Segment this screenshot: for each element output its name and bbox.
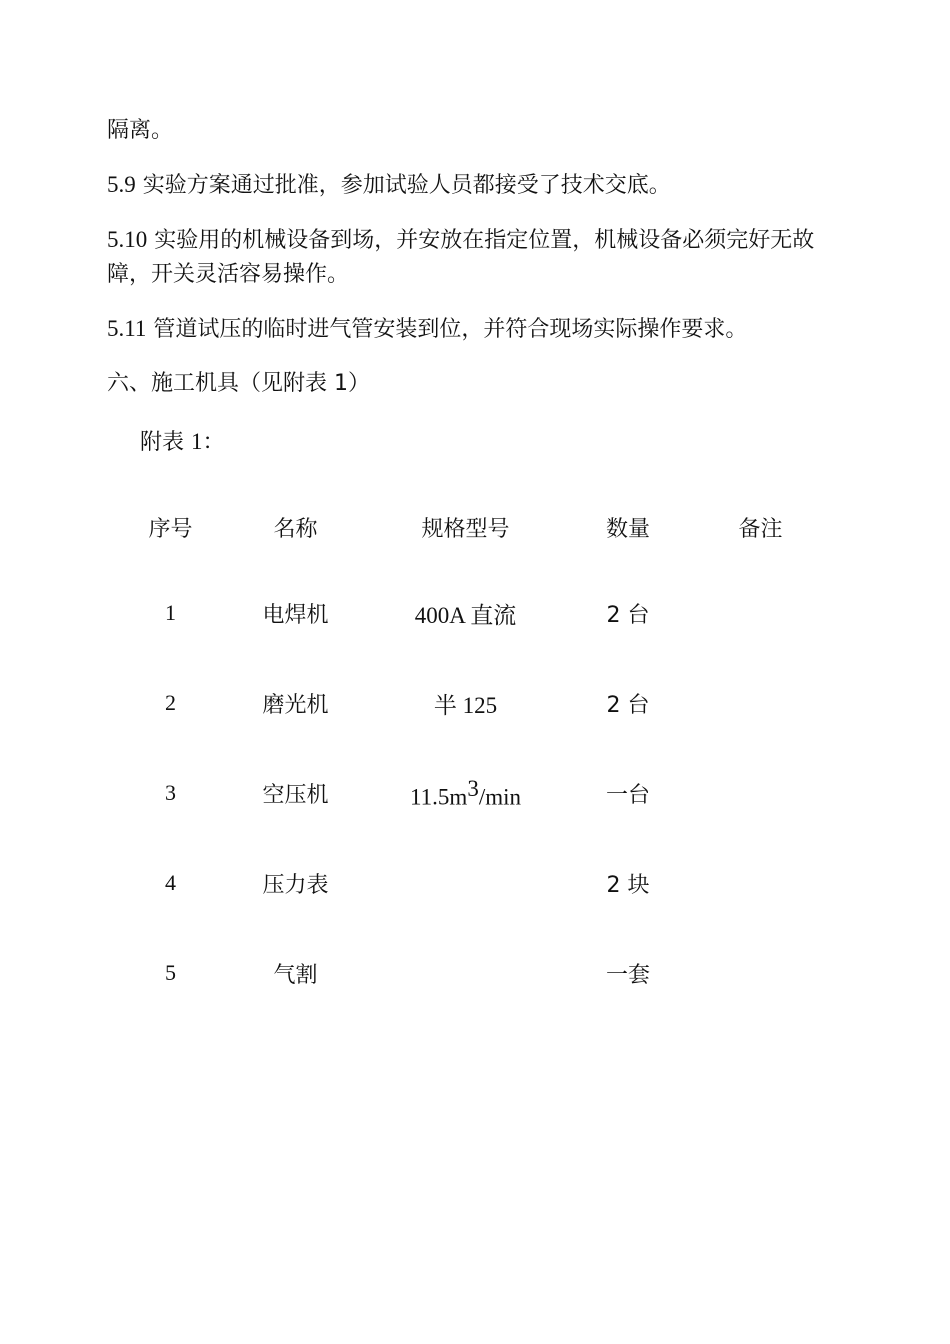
cell-spec	[358, 568, 573, 658]
cell-note	[683, 658, 838, 748]
spec-text: 400A 直流	[414, 602, 517, 628]
cell-qty: 一套	[605, 962, 650, 988]
cell-name: 气割	[273, 962, 318, 988]
cell-spec	[358, 658, 573, 748]
header-qty: 数量	[605, 516, 650, 542]
cell-spec	[358, 748, 573, 838]
section-heading: 六、施工机具（见附表 1）	[107, 371, 370, 396]
paragraph-5-9	[107, 168, 837, 203]
table-caption	[140, 427, 225, 458]
spec-text: 11.5m	[410, 784, 468, 810]
cell-qty: 2 台	[606, 602, 650, 628]
header-no: 序号	[148, 516, 193, 542]
table-row	[108, 748, 838, 838]
paragraph-number: 5.10	[107, 227, 148, 252]
spec-unit: /min	[478, 784, 521, 810]
paragraph-continuation	[107, 114, 837, 148]
paragraph-text: 实验方案通过批准，参加试验人员都接受了技术交底。	[135, 173, 671, 198]
table-header-row	[108, 486, 838, 568]
cell-name: 电焊机	[262, 602, 329, 628]
cell-qty: 一台	[605, 782, 650, 808]
table-row	[108, 838, 838, 928]
caption-prefix: 附表	[140, 430, 191, 455]
cell-qty: 2 块	[606, 872, 650, 898]
cell-name: 空压机	[262, 782, 329, 808]
cell-note	[683, 928, 838, 1018]
caption-suffix: ：	[202, 430, 225, 455]
cell-no: 4	[165, 870, 176, 895]
header-name: 名称	[273, 516, 318, 542]
cell-qty: 2 台	[606, 692, 650, 718]
cell-spec	[358, 838, 573, 928]
spec-text: 半 125	[433, 692, 498, 718]
cell-no: 5	[165, 960, 176, 985]
paragraph-text: 管道试压的临时进气管安装到位，并符合现场实际操作要求。	[146, 317, 748, 342]
equipment-table	[108, 486, 838, 1018]
cell-note	[683, 568, 838, 658]
cell-name: 磨光机	[262, 692, 329, 718]
paragraph-5-11	[107, 312, 837, 347]
paragraph-number: 5.9	[107, 172, 136, 197]
cell-no: 3	[165, 780, 176, 805]
caption-number: 1	[191, 429, 203, 454]
cell-no: 2	[165, 690, 176, 715]
cell-spec	[358, 928, 573, 1018]
paragraph-number: 5.11	[107, 316, 147, 341]
spec-superscript: 3	[467, 775, 479, 801]
header-note: 备注	[738, 516, 783, 542]
paragraph-text: 隔离。	[107, 118, 174, 143]
paragraph-text: 实验用的机械设备到场，并安放在指定位置，机械设备必须完好无故障，开关灵活容易操作。	[107, 228, 815, 287]
header-spec: 规格型号	[421, 516, 510, 542]
table-row	[108, 928, 838, 1018]
table-row	[108, 658, 838, 748]
paragraph-5-10	[107, 223, 837, 292]
cell-note	[683, 838, 838, 928]
cell-name: 压力表	[262, 872, 329, 898]
cell-no: 1	[165, 600, 176, 625]
cell-note	[683, 748, 838, 838]
table-row	[108, 568, 838, 658]
